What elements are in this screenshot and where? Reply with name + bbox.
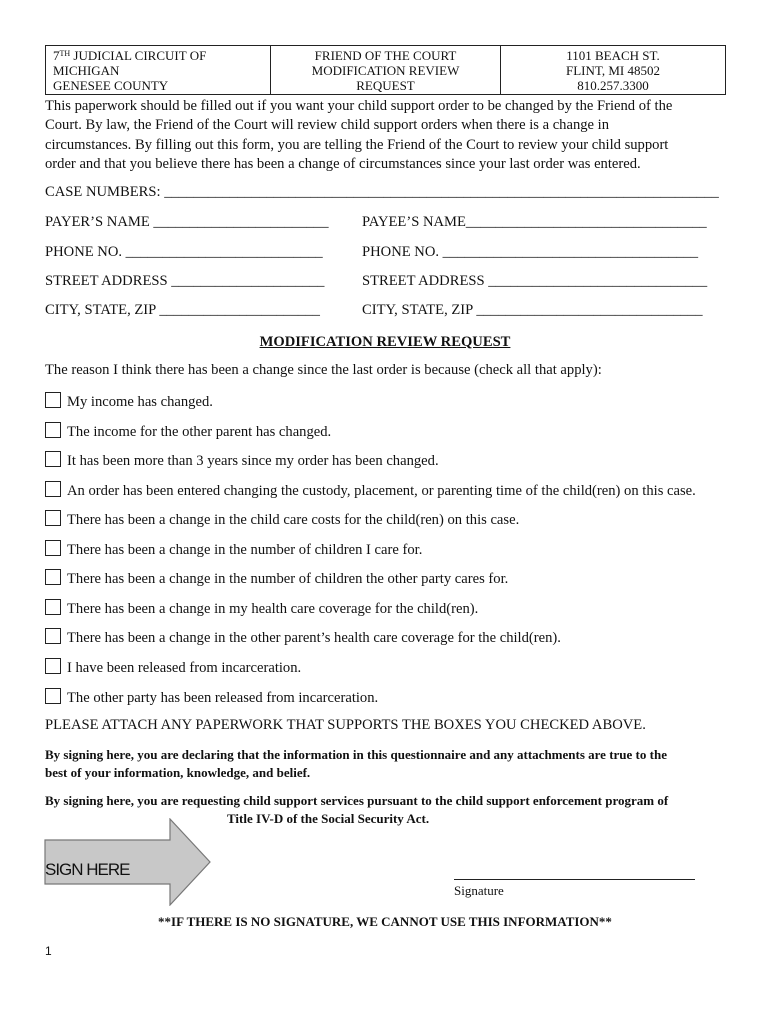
checkbox[interactable] — [45, 451, 61, 467]
checkbox[interactable] — [45, 569, 61, 585]
checkbox-item[interactable] — [45, 628, 561, 646]
checkbox-label: There has been a change in the number of children I care for. — [67, 542, 423, 558]
form-title-cell — [271, 46, 501, 95]
reason-prompt: The reason I think there has been a change since the last order is because (check all that apply): — [45, 362, 602, 378]
payer-name-field[interactable]: PAYER’S NAME ________________________ — [45, 214, 329, 230]
address-line1: 1101 BEACH ST. — [566, 48, 660, 63]
phone-line: 810.257.3300 — [577, 78, 649, 93]
checkbox[interactable] — [45, 688, 61, 704]
declaration-line: By signing here, you are declaring that the information in this questionnaire and any attachments are true to the — [45, 747, 667, 762]
payer-street-field[interactable]: STREET ADDRESS _____________________ — [45, 273, 325, 289]
checkbox[interactable] — [45, 628, 61, 644]
header-table — [45, 45, 726, 95]
payee-phone-field[interactable]: PHONE NO. ___________________________________ — [362, 244, 699, 260]
address-cell — [501, 46, 726, 95]
checkbox-label: My income has changed. — [67, 394, 213, 410]
intro-line: Court. By law, the Friend of the Court will review child support orders when there is a change in — [45, 117, 610, 134]
checkbox-item[interactable] — [45, 510, 519, 528]
checkbox-label: It has been more than 3 years since my order has been changed. — [67, 453, 439, 469]
request-line: By signing here, you are requesting child support services pursuant to the child support enforcement program of — [45, 793, 669, 808]
attach-note: PLEASE ATTACH ANY PAPERWORK THAT SUPPORTS THE BOXES YOU CHECKED ABOVE. — [45, 717, 646, 733]
checkbox[interactable] — [45, 422, 61, 438]
checkbox-item[interactable] — [45, 569, 508, 587]
checkbox-item[interactable] — [45, 540, 422, 558]
form-title-line1: FRIEND OF THE COURT — [314, 48, 457, 63]
checkbox-label: I have been released from incarceration. — [67, 660, 302, 676]
checkbox[interactable] — [45, 510, 61, 526]
checkbox-item[interactable] — [45, 599, 478, 617]
request-line: Title IV-D of the Social Security Act. — [227, 811, 430, 826]
sign-here-label: SIGN HERE — [45, 860, 130, 879]
checkbox-item[interactable] — [45, 658, 301, 676]
form-title-line3: REQUEST — [356, 78, 415, 93]
checkbox[interactable] — [45, 658, 61, 674]
court-line2: MICHIGAN — [53, 63, 120, 78]
checkbox-label: An order has been entered changing the custody, placement, or parenting time of the child(ren) on this case. — [67, 483, 696, 499]
payee-street-field[interactable]: STREET ADDRESS ______________________________ — [362, 273, 708, 289]
intro-line: circumstances. By filling out this form, you are telling the Friend of the Court to review your child support — [45, 136, 669, 153]
page-number: 1 — [45, 944, 52, 958]
checkbox-label: There has been a change in the number of children the other party cares for. — [67, 571, 509, 587]
checkbox-label: There has been a change in my health care coverage for the child(ren). — [67, 601, 479, 617]
payee-name-field[interactable]: PAYEE’S NAME_________________________________ — [362, 214, 707, 230]
checkbox[interactable] — [45, 599, 61, 615]
case-numbers-field[interactable]: CASE NUMBERS: ____________________________________________________________________________ — [45, 184, 719, 200]
intro-paragraph — [45, 97, 735, 174]
signature-line[interactable] — [454, 879, 695, 880]
checkbox-label: There has been a change in the child care costs for the child(ren) on this case. — [67, 512, 520, 528]
checkbox-item[interactable] — [45, 481, 696, 499]
checkbox-label: The income for the other parent has changed. — [67, 424, 332, 440]
form-title-line2: MODIFICATION REVIEW — [311, 63, 460, 78]
checkbox[interactable] — [45, 540, 61, 556]
court-line3: GENESEE COUNTY — [53, 78, 169, 93]
checkbox-item[interactable] — [45, 422, 331, 440]
payer-city-field[interactable]: CITY, STATE, ZIP ______________________ — [45, 302, 320, 318]
payer-phone-field[interactable]: PHONE NO. ___________________________ — [45, 244, 323, 260]
court-name-cell — [46, 46, 271, 95]
checkbox-label: The other party has been released from incarceration. — [67, 690, 379, 706]
signature-label: Signature — [454, 883, 504, 898]
section-title: MODIFICATION REVIEW REQUEST — [259, 334, 511, 350]
declaration-line: best of your information, knowledge, and belief. — [45, 765, 311, 780]
checkbox-item[interactable] — [45, 688, 378, 706]
checkbox-item[interactable] — [45, 392, 213, 410]
checkbox[interactable] — [45, 392, 61, 408]
declaration-paragraph — [45, 746, 725, 782]
checkbox-label: There has been a change in the other parent’s health care coverage for the child(ren). — [67, 630, 561, 646]
address-line2: FLINT, MI 48502 — [565, 63, 660, 78]
checkbox-item[interactable] — [45, 451, 439, 469]
checkbox[interactable] — [45, 481, 61, 497]
signature-warning: **IF THERE IS NO SIGNATURE, WE CANNOT USE THIS INFORMATION** — [158, 914, 612, 929]
intro-line: order and that you believe there has been a change of circumstances since your last order was entered. — [45, 155, 641, 172]
intro-line: This paperwork should be filled out if you want your child support order to be changed by the Friend of the — [45, 98, 673, 114]
payee-city-field[interactable]: CITY, STATE, ZIP _______________________________ — [362, 302, 703, 318]
court-line1: 7TH JUDICIAL CIRCUIT OF — [53, 48, 207, 63]
